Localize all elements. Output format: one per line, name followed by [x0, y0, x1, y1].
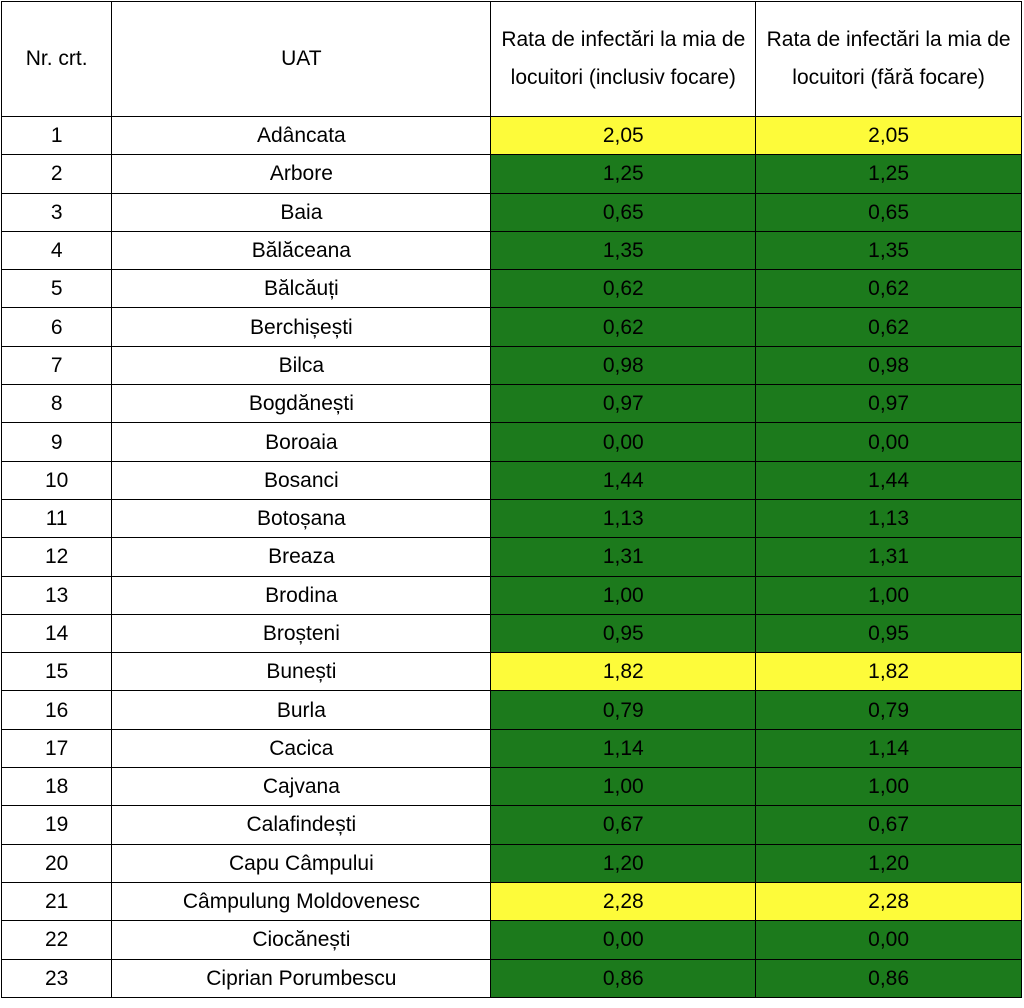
uat-name-cell: Ciocănești — [112, 921, 491, 959]
nr-cell: 18 — [2, 768, 112, 806]
nr-cell: 1 — [2, 117, 112, 155]
rate-including-outbreaks-cell: 1,13 — [491, 499, 756, 537]
uat-name-cell: Breaza — [112, 538, 491, 576]
rate-excluding-outbreaks-cell: 2,28 — [756, 882, 1022, 920]
nr-cell: 9 — [2, 423, 112, 461]
nr-cell: 13 — [2, 576, 112, 614]
rate-excluding-outbreaks-cell: 1,44 — [756, 461, 1022, 499]
table-body — [2, 117, 1022, 998]
header-row — [2, 2, 1022, 117]
nr-cell: 19 — [2, 806, 112, 844]
uat-name-cell: Broșteni — [112, 614, 491, 652]
table-row — [2, 346, 1022, 384]
uat-name-cell: Ciprian Porumbescu — [112, 959, 491, 997]
table-row — [2, 231, 1022, 269]
rate-including-outbreaks-cell: 1,20 — [491, 844, 756, 882]
table-row — [2, 729, 1022, 767]
uat-name-cell: Capu Câmpului — [112, 844, 491, 882]
uat-name-cell: Brodina — [112, 576, 491, 614]
uat-name-cell: Bosanci — [112, 461, 491, 499]
rate-excluding-outbreaks-cell: 0,65 — [756, 193, 1022, 231]
uat-name-cell: Botoșana — [112, 499, 491, 537]
nr-cell: 23 — [2, 959, 112, 997]
table-row — [2, 576, 1022, 614]
nr-cell: 10 — [2, 461, 112, 499]
rate-excluding-outbreaks-cell: 0,67 — [756, 806, 1022, 844]
nr-cell: 3 — [2, 193, 112, 231]
table-row — [2, 193, 1022, 231]
rate-excluding-outbreaks-cell: 0,95 — [756, 614, 1022, 652]
table-row — [2, 882, 1022, 920]
nr-cell: 17 — [2, 729, 112, 767]
nr-cell: 12 — [2, 538, 112, 576]
rate-including-outbreaks-cell: 0,65 — [491, 193, 756, 231]
nr-cell: 5 — [2, 270, 112, 308]
rate-including-outbreaks-cell: 0,98 — [491, 346, 756, 384]
uat-name-cell: Câmpulung Moldovenesc — [112, 882, 491, 920]
nr-cell: 22 — [2, 921, 112, 959]
rate-excluding-outbreaks-cell: 1,82 — [756, 653, 1022, 691]
nr-cell: 7 — [2, 346, 112, 384]
table-row — [2, 385, 1022, 423]
nr-cell: 21 — [2, 882, 112, 920]
uat-name-cell: Adâncata — [112, 117, 491, 155]
table-row — [2, 768, 1022, 806]
nr-cell: 20 — [2, 844, 112, 882]
uat-name-cell: Cacica — [112, 729, 491, 767]
rate-excluding-outbreaks-cell: 0,00 — [756, 921, 1022, 959]
uat-name-cell: Boroaia — [112, 423, 491, 461]
table-row — [2, 117, 1022, 155]
rate-including-outbreaks-cell: 1,31 — [491, 538, 756, 576]
table-row — [2, 959, 1022, 997]
rate-excluding-outbreaks-cell: 1,31 — [756, 538, 1022, 576]
table-row — [2, 423, 1022, 461]
nr-cell: 8 — [2, 385, 112, 423]
uat-name-cell: Bogdănești — [112, 385, 491, 423]
table-row — [2, 270, 1022, 308]
table-row — [2, 499, 1022, 537]
rate-including-outbreaks-cell: 0,95 — [491, 614, 756, 652]
infection-rate-table — [1, 1, 1022, 998]
header-uat: UAT — [112, 2, 491, 117]
nr-cell: 4 — [2, 231, 112, 269]
rate-including-outbreaks-cell: 0,62 — [491, 308, 756, 346]
rate-including-outbreaks-cell: 0,00 — [491, 921, 756, 959]
rate-including-outbreaks-cell: 1,00 — [491, 576, 756, 614]
nr-cell: 14 — [2, 614, 112, 652]
rate-excluding-outbreaks-cell: 1,00 — [756, 576, 1022, 614]
uat-name-cell: Berchișești — [112, 308, 491, 346]
nr-cell: 11 — [2, 499, 112, 537]
table-row — [2, 653, 1022, 691]
rate-including-outbreaks-cell: 1,35 — [491, 231, 756, 269]
table-row — [2, 155, 1022, 193]
rate-excluding-outbreaks-cell: 0,62 — [756, 270, 1022, 308]
rate-excluding-outbreaks-cell: 1,20 — [756, 844, 1022, 882]
table-row — [2, 921, 1022, 959]
rate-including-outbreaks-cell: 2,28 — [491, 882, 756, 920]
rate-excluding-outbreaks-cell: 1,35 — [756, 231, 1022, 269]
uat-name-cell: Bunești — [112, 653, 491, 691]
table-row — [2, 844, 1022, 882]
table-row — [2, 461, 1022, 499]
uat-name-cell: Bălcăuți — [112, 270, 491, 308]
nr-cell: 16 — [2, 691, 112, 729]
rate-excluding-outbreaks-cell: 2,05 — [756, 117, 1022, 155]
rate-including-outbreaks-cell: 0,00 — [491, 423, 756, 461]
table-row — [2, 538, 1022, 576]
table-row — [2, 691, 1022, 729]
table-row — [2, 806, 1022, 844]
rate-excluding-outbreaks-cell: 0,79 — [756, 691, 1022, 729]
rate-excluding-outbreaks-cell: 1,00 — [756, 768, 1022, 806]
rate-including-outbreaks-cell: 2,05 — [491, 117, 756, 155]
rate-excluding-outbreaks-cell: 0,97 — [756, 385, 1022, 423]
uat-name-cell: Arbore — [112, 155, 491, 193]
header-nr: Nr. crt. — [2, 2, 112, 117]
rate-excluding-outbreaks-cell: 0,62 — [756, 308, 1022, 346]
uat-name-cell: Burla — [112, 691, 491, 729]
uat-name-cell: Bălăceana — [112, 231, 491, 269]
rate-including-outbreaks-cell: 1,44 — [491, 461, 756, 499]
nr-cell: 6 — [2, 308, 112, 346]
rate-excluding-outbreaks-cell: 0,86 — [756, 959, 1022, 997]
uat-name-cell: Cajvana — [112, 768, 491, 806]
table-row — [2, 614, 1022, 652]
rate-including-outbreaks-cell: 1,00 — [491, 768, 756, 806]
header-rate-including-outbreaks: Rata de infectări la mia de locuitori (inclusiv focare) — [491, 2, 756, 117]
nr-cell: 2 — [2, 155, 112, 193]
header-rate-excluding-outbreaks: Rata de infectări la mia de locuitori (fără focare) — [756, 2, 1022, 117]
rate-excluding-outbreaks-cell: 0,98 — [756, 346, 1022, 384]
uat-name-cell: Calafindești — [112, 806, 491, 844]
rate-including-outbreaks-cell: 1,82 — [491, 653, 756, 691]
rate-including-outbreaks-cell: 1,14 — [491, 729, 756, 767]
rate-excluding-outbreaks-cell: 0,00 — [756, 423, 1022, 461]
rate-excluding-outbreaks-cell: 1,13 — [756, 499, 1022, 537]
uat-name-cell: Baia — [112, 193, 491, 231]
rate-including-outbreaks-cell: 0,97 — [491, 385, 756, 423]
nr-cell: 15 — [2, 653, 112, 691]
rate-including-outbreaks-cell: 1,25 — [491, 155, 756, 193]
rate-including-outbreaks-cell: 0,86 — [491, 959, 756, 997]
rate-including-outbreaks-cell: 0,79 — [491, 691, 756, 729]
table-row — [2, 308, 1022, 346]
rate-including-outbreaks-cell: 0,67 — [491, 806, 756, 844]
rate-excluding-outbreaks-cell: 1,25 — [756, 155, 1022, 193]
uat-name-cell: Bilca — [112, 346, 491, 384]
rate-excluding-outbreaks-cell: 1,14 — [756, 729, 1022, 767]
rate-including-outbreaks-cell: 0,62 — [491, 270, 756, 308]
